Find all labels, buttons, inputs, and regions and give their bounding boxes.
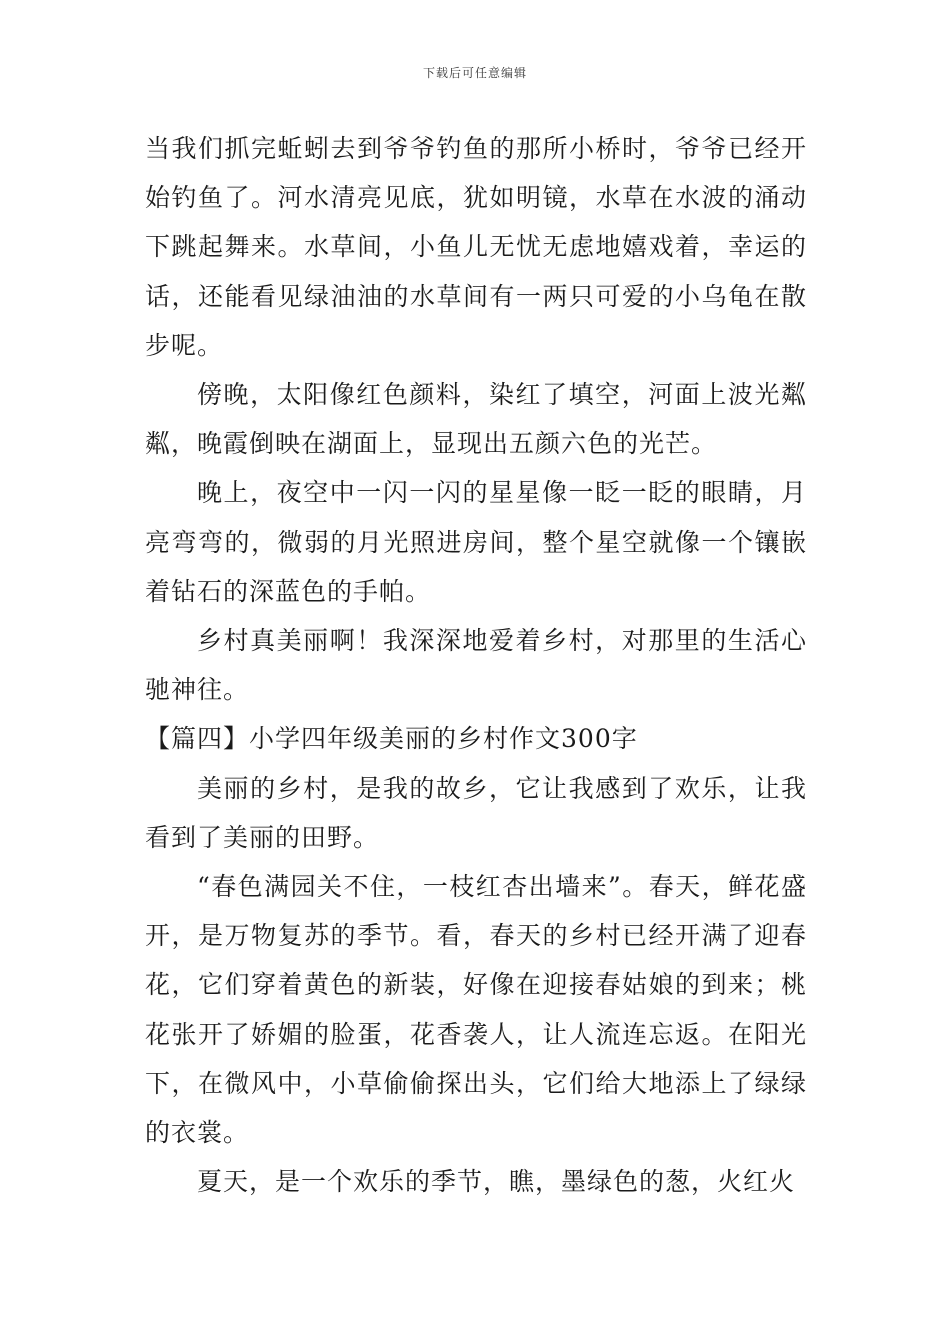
paragraph-1: 当我们抓完蚯蚓去到爷爷钓鱼的那所小桥时，爷爷已经开始钓鱼了。河水清亮见底，犹如明镜，水草在水波的涌动下跳起舞来。水草间，小鱼儿无忧无虑地嬉戏着，幸运的话，还能看见绿油油的水草间有一两只可爱的小乌龟在散步呢。 — [145, 134, 807, 360]
paragraph-5: 美丽的乡村，是我的故乡，它让我感到了欢乐，让我看到了美丽的田野。 — [145, 773, 807, 852]
paragraph-7: 夏天，是一个欢乐的季节，瞧，墨绿色的葱，火红火 — [197, 1167, 796, 1197]
paragraph-3: 晚上，夜空中一闪一闪的星星像一眨一眨的眼睛，月亮弯弯的，微弱的月光照进房间，整个星空就像一个镶嵌着钻石的深蓝色的手帕。 — [145, 478, 807, 606]
paragraph-6: “春色满园关不住，一枝红杏出墙来”。春天，鲜花盛开，是万物复苏的季节。看，春天的乡村已经开满了迎春花，它们穿着黄色的新装，好像在迎接春姑娘的到来；桃花张开了娇媚的脸蛋，花香袭人，让人流连忘返。在阳光下，在微风中，小草偷偷探出头，它们给大地添上了绿绿的衣裳。 — [145, 872, 807, 1148]
document-body — [145, 124, 807, 1206]
page-header: 下载后可任意编辑 — [422, 66, 527, 80]
paragraph-2: 傍晚，太阳像红色颜料，染红了填空，河面上波光粼粼，晚霞倒映在湖面上，显现出五颜六色的光芒。 — [145, 380, 807, 459]
paragraph-4: 乡村真美丽啊！我深深地爱着乡村，对那里的生活心驰神往。 — [145, 626, 807, 705]
section-heading: 【篇四】小学四年级美丽的乡村作文300字 — [145, 724, 638, 754]
